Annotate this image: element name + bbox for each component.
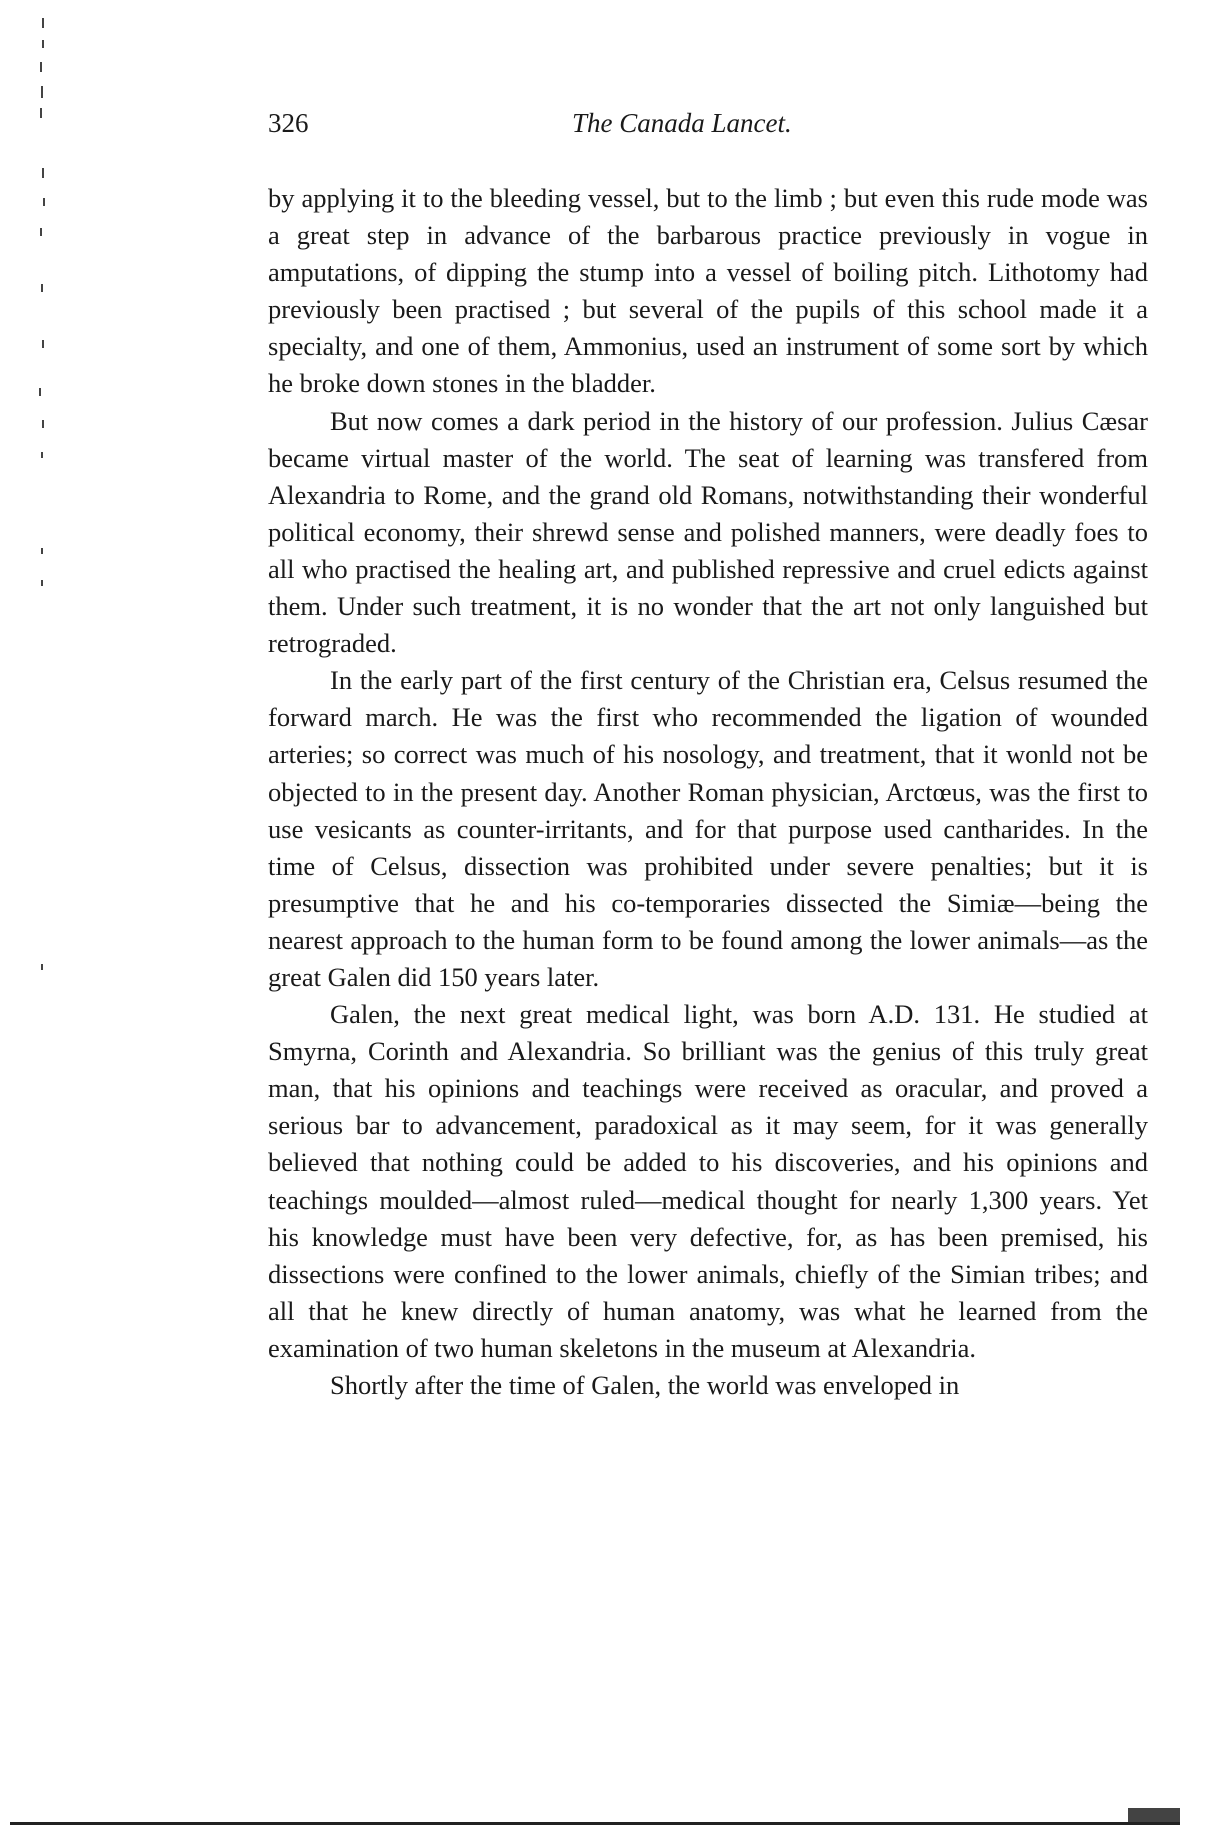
page-header [268, 108, 1148, 144]
article-body [268, 180, 1148, 1404]
paragraph: In the early part of the first century of the Christian era, Celsus resumed the forward march. He was the first who recommended the ligation of wounded arteries; so correct was much of his nosology, and treatment, that it wonld not be objected to in the present day. Another Roman physician, Arctœus, was the first to use vesicants as counter-irritants, and for that purpose used cantharides. In the time of Celsus, dissection was prohibited under severe penalties; but it is presumptive that he and his co-temporaries dissected the Simiæ—being the nearest approach to the human form to be found among the lower animals—as the great Galen did 150 years later. [268, 665, 1148, 992]
paragraph: But now comes a dark period in the history of our profession. Julius Cæsar became virtual master of the world. The seat of learning was transfered from Alexandria to Rome, and the grand old Romans, notwithstanding their wonderful political economy, their shrewd sense and polished manners, were deadly foes to all who practised the healing art, and published repressive and cruel edicts against them. Under such treatment, it is no wonder that the art not only languished but retrograded. [268, 405, 1148, 659]
page-number: 326 [268, 108, 309, 138]
running-title: The Canada Lancet. [572, 108, 792, 138]
scan-corner-smudge [1128, 1808, 1180, 1824]
paragraph: Shortly after the time of Galen, the world was enveloped in [330, 1370, 960, 1400]
scan-margin-marks [28, 0, 88, 1847]
paragraph: by applying it to the bleeding vessel, but to the limb ; but even this rude mode was a great step in advance of the barbarous practice previously in vogue in amputations, of dipping the stump into a vessel of boiling pitch. Lithotomy had previously been practised ; but several of the pupils of this school made it a specialty, and one of them, Ammonius, used an instrument of some sort by which he broke down stones in the bladder. [268, 183, 1148, 399]
scan-bottom-rule [10, 1822, 1180, 1825]
paragraph: Galen, the next great medical light, was born A.D. 131. He studied at Smyrna, Corinth and Alexandria. So brilliant was the genius of this truly great man, that his opinions and teachings were received as oracular, and proved a serious bar to advancement, paradoxical as it may seem, for it was generally believed that nothing could be added to his discoveries, and his opinions and teachings moulded—almost ruled—medical thought for nearly 1,300 years. Yet his knowledge must have been very defective, for, as has been premised, his dissections were confined to the lower animals, chiefly of the Simian tribes; and all that he knew directly of human anatomy, was what he learned from the examination of two human skeletons in the museum at Alexandria. [268, 999, 1148, 1363]
